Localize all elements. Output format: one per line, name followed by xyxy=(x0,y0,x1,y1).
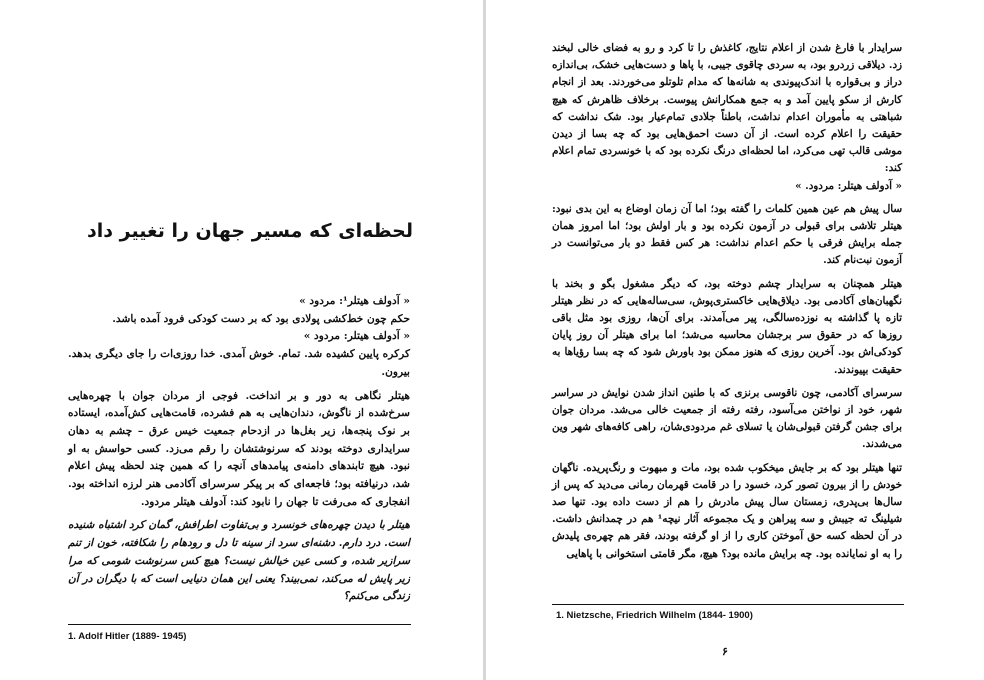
left-body xyxy=(68,293,410,606)
right-body xyxy=(552,40,902,563)
paragraph: سرسرای آکادمی، چون ناقوسی برنزی که با طنین انداز شدن نوایش در سراسر شهر، خود از نواختن می‌آسود، رفته رفته از جمعیت خالی می‌شد. مردان جوان برای جشن گرفتن قبولی‌شان یا تسلای غم مردودی‌شان، راهی کافه‌های شهر وین می‌شدند. xyxy=(552,386,902,451)
paragraph: هیتلر با دیدن چهره‌های خونسرد و بی‌تفاوت اطرافش، گمان کرد اشتباه شنیده است. درد دارم. دشنه‌ای سرد از سینه تا دل و رودهام را شکافته، خون از تنم سرازیر شده، و کسی عین خیالش نیست؟ هیچ کس سرنوشت شومی که مرا زیر پایش له می‌کند، نمی‌بیند؟ یعنی این همان دنیایی است که با دیگران در آن زندگی می‌کنم؟ xyxy=(68,519,410,603)
paragraph: سرایدار با فارغ شدن از اعلام نتایج، کاغذش را تا کرد و رو به فضای خالی لبخند زد. دیلاقی زردرو بود، به سردی چاقوی جیبی، با پاها و دست‌هایی خشک، بی‌اندازه دراز و بی‌قواره با اندک‌پیوندی به شانه‌ها که مدام تلوتلو می‌خوردند. بعد از انجام کارش از سکو پایین آمد و به جمع همکارانش پیوست. برخلاف ظاهرش که هیچ شباهتی به مأموران اعدام نداشت، باطناً جلادی تمام‌عیار بود. شک نداشت که حقیقت را اعلام کرده است. از آن دست احمق‌هایی بود که چه بسا از دیدن موشی قالب تهی می‌کرد، اما لحظه‌ای درنگ نکرده بود که با خونسردی تمام اعلام کند: xyxy=(552,42,902,175)
paragraph: « آدولف هیتلر: مردود » xyxy=(303,330,410,343)
footnote-rule xyxy=(552,604,904,605)
paragraph: « آدولف هیتلر¹: مردود » xyxy=(299,295,410,307)
paragraph: حکم چون خط‌کشی پولادی بود که بر دست کودکی فرود آمده باشد. xyxy=(112,312,410,325)
paragraph: هیتلر همچنان به سرایدار چشم دوخته بود، که دیگر مشغول بگو و بخند با نگهبان‌های آکادمی بود. دیلاق‌هایی خاکستری‌پوش، سی‌ساله‌هایی که در نظر هیتلر تازه پا گذاشته به نوزده‌سالگی، پیر می‌آمدند. برای آن‌ها، روزی بود مثل باقی روزها که در حقوق سر برجشان محاسبه می‌شد؛ اما برای هیتلر آن روز پایان کودکی‌اش بود. آخرین روزی که هنوز ممکن بود باورش شود که چه بسا رؤیاها به حقیقت بپیوندند. xyxy=(552,277,902,376)
right-page xyxy=(486,0,984,680)
left-page xyxy=(0,0,483,680)
paragraph: « آدولف هیتلر: مردود. » xyxy=(795,179,902,192)
footnote: 1. Nietzsche, Friedrich Wilhelm (1844- 1900) xyxy=(556,610,753,621)
chapter-title: لحظه‌ای که مسیر جهان را تغییر داد xyxy=(87,220,413,242)
page-number: ۶ xyxy=(722,645,728,658)
footnote-rule xyxy=(68,624,411,625)
paragraph: تنها هیتلر بود که بر جایش میخکوب شده بود، مات و مبهوت و رنگ‌پریده. ناگهان خودش را از بیرون تصور کرد، خسود را در قامت قهرمان رمانی می‌دید که پس از سال‌ها بی‌پدری، زمستان سال پیش مادرش را هم از دست داده بود. تنها صد شیلینگ ته جیبش و سه پیراهن و یک مجموعه آثار نیچه¹ هم در چمدانش داشت. در آن لحظه کسه حق آموختن کاری را از او گرفته بودند، فقر هم چهره‌ی پلیدش را به او نمایانده بود. چه برایش مانده بود؟ هیچ، مگر قامتی استخوانی با پاهایی xyxy=(552,461,902,560)
footnote: 1. Adolf Hitler (1889- 1945) xyxy=(68,631,187,642)
paragraph: هیتلر نگاهی به دور و بر انداخت. فوجی از مردان جوان با چهره‌هایی سرخ‌شده از ناگوش، دندان‌هایی به هم فشرده، قامت‌هایی کش‌آمده، ایستاده بر نوک پنجه‌ها، زیر بغل‌ها در ازدحام جمعیت خیس عرق – چشم به دهان سرایداری دوخته بودند که سرنوشتشان را رقم می‌زد. کسی حواسش به او نبود. هیچ تابندهای دامنه‌ی پیامدهای آنچه را که همین چند لحظه پیش اعلام شد، درنیافته بود؛ فاجعه‌ای که بر پیکر سرسرای آکادمی هنر لرزه انداخته بود. انفجاری که می‌رفت تا جهان را نابود کند: آدولف هیتلر مردود. xyxy=(68,389,410,508)
paragraph: سال پیش هم عین همین کلمات را گفته بود؛ اما آن زمان اوضاع به این بدی نبود: هیتلر تلاشی برای قبولی در آزمون نکرده بود و بار اولش بود؛ اما امروز همان جمله برایش فرقی با حکم اعدام نداشت: هر کس فقط دو بار می‌توانست در آزمون نبت‌نام کند. xyxy=(552,202,902,267)
paragraph: کرکره پایین کشیده شد. تمام. خوش آمدی. خدا روزی‌ات را جای دیگری بدهد. بیرون. xyxy=(68,348,410,378)
